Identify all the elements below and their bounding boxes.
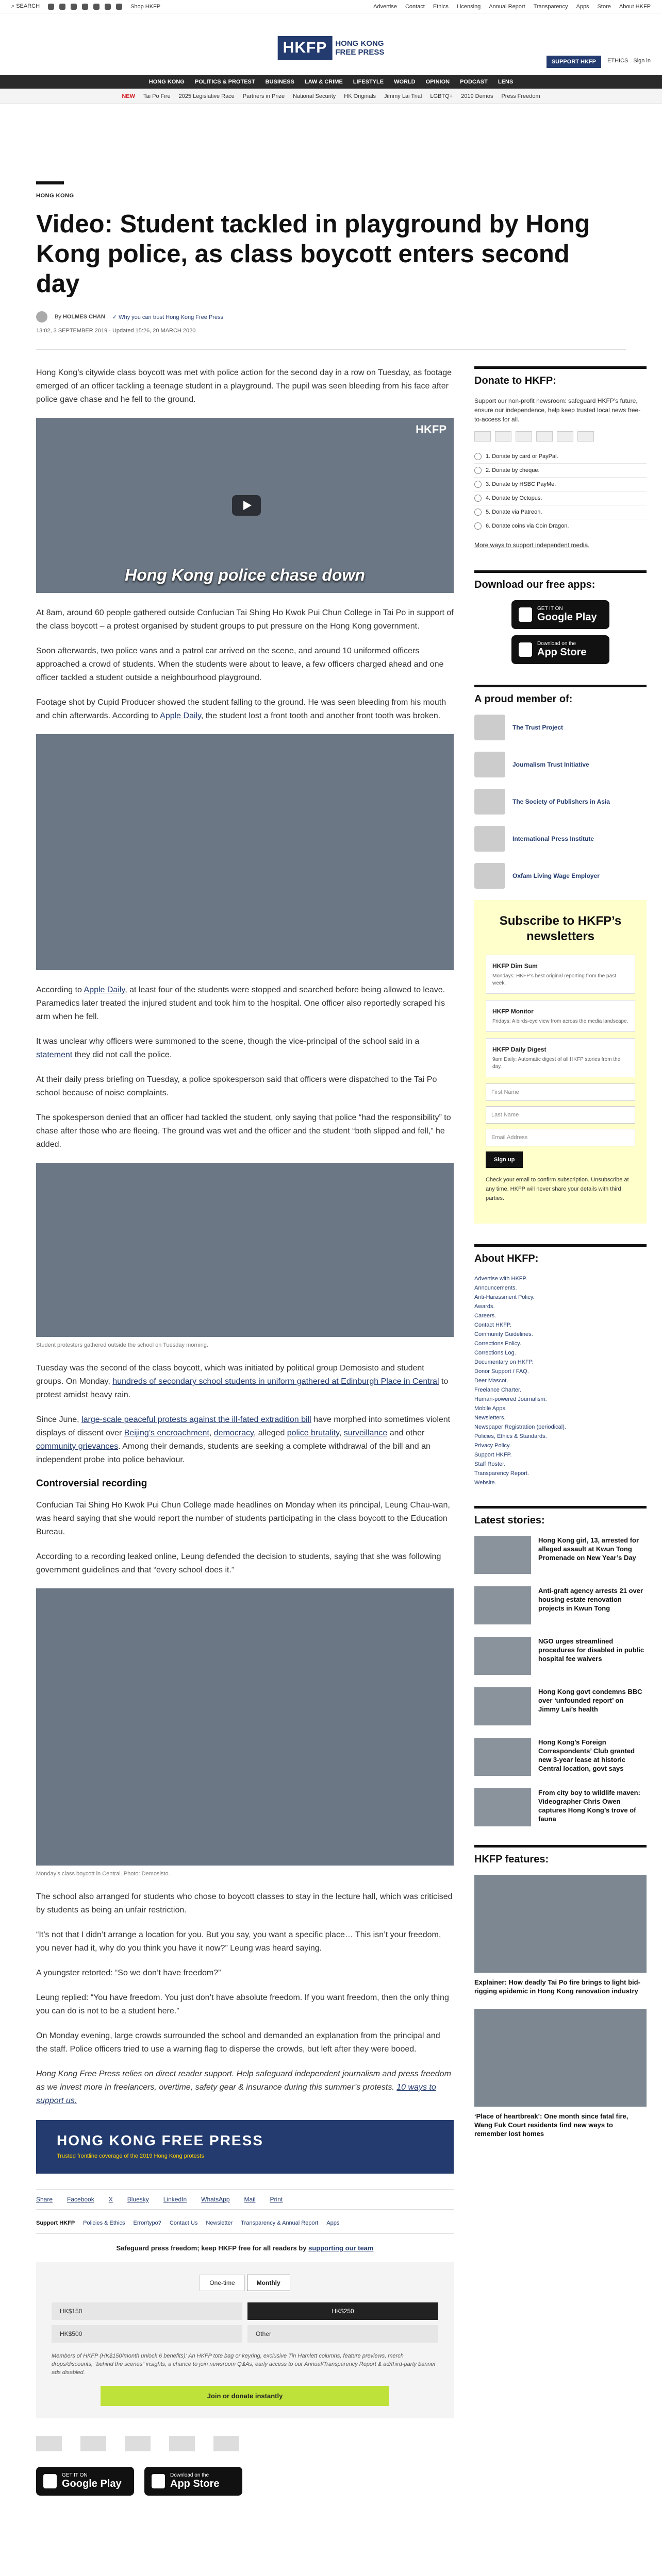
feature-image [474,2009,647,2107]
about-link[interactable]: Privacy Policy. [474,1443,511,1449]
photo-caption: Student protesters gathered outside the school on Tuesday morning. [36,1342,208,1348]
share-mail[interactable]: Mail [244,2196,256,2203]
member-org[interactable]: Oxfam Living Wage Employer [474,863,647,889]
new-badge: NEW [122,93,135,99]
topbar-link[interactable]: Apps [576,3,589,10]
about-link[interactable]: Donor Support / FAQ. [474,1368,529,1375]
sidebar-heading: Latest stories: [474,1506,647,1527]
instagram-icon[interactable] [71,4,77,10]
support-link[interactable]: Policies & Ethics [83,2220,125,2226]
subnav-item[interactable]: Tai Po Fire [143,93,171,99]
amount-option-selected[interactable]: HK$250 [247,2302,438,2320]
header-rule [36,181,64,184]
about-link[interactable]: Staff Roster. [474,1461,506,1467]
photo-figure [36,1163,454,1348]
newsletter-heading: Subscribe to HKFP’s newsletters [499,914,622,943]
masthead [0,13,662,75]
inline-link[interactable]: hundreds of secondary school students in uniform gathered at Edinburgh Place in Central [112,1377,439,1386]
sub-nav [0,89,662,104]
sidebar-heading: HKFP features: [474,1845,647,1866]
author-name[interactable]: HOLMES CHAN [62,314,105,320]
story-thumbnail [474,1637,531,1675]
sopa-logo [474,789,505,815]
paragraph: Since June, large-scale peaceful protests against the ill-fated extradition bill have morphed into sometimes violent displays of dissent over Beijing’s encroachment, democracy, alleged police brutality, surveillance and other community grievances. Among their demands, students are seeking a complete withdrawal of the bill and an independent probe into police behaviour. [36,1415,451,1464]
apple-daily-link[interactable]: Apple Daily [84,986,125,994]
ipi-logo [474,826,505,852]
about-link[interactable]: Community Guidelines. [474,1331,533,1337]
story-thumbnail [474,1788,531,1826]
octopus-icon [577,431,594,442]
nav-item[interactable]: HONG KONG [148,79,185,85]
paragraph: According to a recording leaked online, Leung defended the decision to students, saying that she was following government guidelines and that “every school does it.” [36,1552,441,1574]
story-item[interactable]: From city boy to wildlife maven: Videographer Chris Owen captures Hong Kong’s trove of fauna [474,1788,647,1826]
one-time-option[interactable]: One-time [200,2275,244,2291]
paragraph: Soon afterwards, two police vans and a patrol car arrived on the scene, and around 10 uniformed officers approached a crowd of students. When the students were about to leave, a few officers charged ahead and one officer tackled a student outside a neighbourhood playground. [36,647,444,682]
paragraph: The school also arranged for students who chose to boycott classes to stay in the lecture hall, which was criticised by students as being an unfair restriction. [36,1892,453,1914]
story-item[interactable]: Hong Kong’s Foreign Correspondents’ Club granted new 3-year lease at historic Central location, govt says [474,1738,647,1776]
amex-icon [516,431,532,442]
about-link[interactable]: Anti-Harassment Policy. [474,1294,535,1300]
byline [36,311,662,323]
subnav-item[interactable]: Partners in Prize [242,93,285,99]
support-link[interactable]: Apps [326,2220,340,2226]
subnav-item[interactable]: Press Freedom [501,93,540,99]
paragraph: Footage shot by Cupid Producer showed the student falling to the ground. He was seen bleeding from his mouth and chin afterwards. According to Apple Daily, the student lost a front tooth and another front tooth was broken. [36,698,446,720]
paragraph: According to Apple Daily, at least four of the students were stopped and searched before being allowed to leave. Paramedics later treated the injured student and took him to the hospital. One officer also reportedly scraped his arm when he fell. [36,986,445,1021]
donate-description: Support our non-profit newsroom: safeguard HKFP’s future, ensure our independence, help keep trusted local news free-to-access for all. [474,397,641,423]
share-bar [36,2189,454,2210]
share-label[interactable]: Share [36,2196,53,2203]
supporting-team-link[interactable]: supporting our team [308,2244,374,2252]
byline-prefix: By [55,314,61,320]
feature-item[interactable]: ‘Place of heartbreak’: One month since fatal fire, Wang Fuk Court residents find new ways to remember lost homes [474,2009,647,2138]
about-link[interactable]: Announcements. [474,1285,517,1291]
radio-icon [474,509,482,516]
nav-item[interactable]: LAW & CRIME [304,79,343,85]
statement-link[interactable]: statement [36,1050,73,1059]
member-org[interactable]: The Society of Publishers in Asia [474,789,647,815]
member-org[interactable]: Journalism Trust Initiative [474,752,647,777]
topbar-link[interactable]: Annual Report [489,3,525,10]
paragraph: It was unclear why officers were summoned to the scene, though the vice-principal of the school said in a statement they did not call the police. [36,1037,420,1059]
facebook-icon[interactable] [48,4,54,10]
photo-figure [36,734,454,970]
about-links [474,1274,647,1487]
article-dates: 13:02, 3 SEPTEMBER 2019 · Updated 15:26, 20 MARCH 2020 [36,328,196,334]
support-links [36,2220,454,2234]
video-overlay-text: Hong Kong police chase down [125,566,365,584]
sidebar-heading: Download our free apps: [474,570,647,591]
inline-link[interactable]: police brutality [287,1429,339,1437]
trust-link[interactable]: ✓ Why you can trust Hong Kong Free Press [112,314,224,320]
story-item[interactable]: Hong Kong govt condemns BBC over ‘unfounded report’ on Jimmy Lai’s health [474,1687,647,1725]
topbar-link[interactable]: Licensing [456,3,481,10]
main-nav [0,75,662,89]
support-hkfp-button[interactable]: SUPPORT HKFP [547,56,601,68]
share-bluesky[interactable]: Bluesky [127,2196,149,2203]
donation-method[interactable]: 5. Donate via Patreon. [474,505,647,519]
donate-box [36,2262,454,2418]
support-link[interactable]: Contact Us [169,2220,198,2226]
trust-project-logo[interactable] [36,2436,62,2451]
paypal-icon [536,431,553,442]
sidebar-heading: About HKFP: [474,1244,647,1265]
students-photo [36,1163,454,1337]
payme-icon [557,431,573,442]
support-link[interactable]: Support HKFP [36,2220,75,2226]
radio-icon [474,481,482,488]
banner-subtitle: Trusted frontline coverage of the 2019 Hong Kong protests [57,2153,204,2159]
video-player[interactable] [36,418,454,593]
video-figure[interactable] [36,418,454,593]
topbar-link[interactable]: Contact [405,3,425,10]
trust-project-logo [474,715,505,740]
join-donate-button[interactable]: Join or donate instantly [101,2386,389,2406]
story-thumbnail [474,1738,531,1776]
story-item[interactable]: Hong Kong girl, 13, arrested for alleged assault at Kwun Tong Promenade on New Year’s Day [474,1536,647,1574]
about-link[interactable]: Freelance Charter. [474,1387,522,1393]
story-thumbnail [474,1536,531,1574]
about-link[interactable]: Contact HKFP. [474,1322,511,1328]
about-link[interactable]: Corrections Log. [474,1350,516,1356]
sign-in-link[interactable]: Sign in [633,58,651,64]
latest-stories [474,1536,647,1826]
support-us-link[interactable]: 10 ways to support us. [36,2083,436,2105]
nav-item[interactable]: OPINION [425,79,450,85]
search-link[interactable]: ⌕ SEARCH [11,3,40,9]
site-logo[interactable] [278,36,385,60]
video-watermark: HKFP [416,423,446,436]
article-headline: Video: Student tackled in playground by Hong Kong police, as class boycott enters second day [36,210,590,298]
hkfp-banner[interactable] [36,2120,454,2174]
amount-option[interactable]: HK$150 [52,2302,242,2320]
donation-method[interactable]: 2. Donate by cheque. [474,464,647,478]
app-badges [36,2467,454,2496]
nav-item[interactable]: POLITICS & PROTEST [194,79,255,85]
sopa-logo[interactable] [125,2436,151,2451]
newsletter-option[interactable]: HKFP Dim Sum Mondays: HKFP’s best original reporting from the past week. [486,955,635,994]
app-store-badge[interactable]: Download on the App Store [144,2467,242,2496]
author-avatar [36,311,47,323]
partner-logos [36,2436,454,2451]
subnav-item[interactable]: LGBTQ+ [430,93,453,99]
radio-icon [474,522,482,530]
donation-methods [474,450,647,533]
inline-link[interactable]: democracy [213,1429,254,1437]
google-play-badge[interactable]: GET IT ON Google Play [511,600,609,629]
app-store-badge[interactable]: Download on the App Store [511,635,609,664]
paragraph: Confucian Tai Shing Ho Kwok Pui Chun College made headlines on Monday when its principal, Leung Chau-wan, was heard saying that she would report the number of students participating in the class boycott to the Education Bureau. [36,1501,450,1536]
oxfam-logo[interactable] [213,2436,239,2451]
top-utility-bar [0,0,662,13]
social-icons [48,4,122,10]
first-name-input[interactable]: First Name [486,1083,635,1101]
donation-method[interactable]: 6. Donate coins via Coin Dragon. [474,519,647,533]
nav-item[interactable]: WORLD [394,79,416,85]
threads-icon[interactable] [82,4,88,10]
nav-item[interactable]: LIFESTYLE [353,79,384,85]
member-org[interactable]: The Trust Project [474,715,647,740]
paragraph: Tuesday was the second of the class boycott, which was initiated by political group Demosisto and student groups. On Monday, hundreds of secondary school students in uniform gathered at Edinburgh Place in Central to protest amidst heavy rain. [36,1364,449,1399]
about-link[interactable]: Corrections Policy. [474,1341,521,1347]
story-item[interactable]: Anti-graft agency arrests 21 over housing estate renovation projects in Kwun Tong [474,1586,647,1624]
photo-caption: Monday’s class boycott in Central. Photo: Demosisto. [36,1871,170,1877]
newsletter-option[interactable]: HKFP Monitor Fridays: A birds-eye view from across the media landscape. [486,1000,635,1032]
support-paragraph: Hong Kong Free Press relies on direct reader support. Help safeguard independent journalism and press freedom as we invest more in freelancers, overtime, safety gear & insurance during this summer’s protests. 10 ways to support us. [36,2070,451,2105]
sidebar [474,366,647,2496]
inline-link[interactable]: large-scale peaceful protests against the ill-fated extradition bill [81,1415,311,1424]
about-link[interactable]: Careers. [474,1313,496,1319]
share-whatsapp[interactable]: WhatsApp [201,2196,230,2203]
visa-icon [474,431,491,442]
sidebar-heading: A proud member of: [474,685,647,705]
inline-link[interactable]: Beijing’s encroachment [124,1429,209,1437]
divider [36,349,626,350]
share-linkedin[interactable]: LinkedIn [163,2196,187,2203]
donation-method[interactable]: 4. Donate by Octopus. [474,492,647,505]
ethics-link[interactable]: ETHICS [607,58,628,64]
jti-logo[interactable] [80,2436,106,2451]
about-link[interactable]: Advertise with HKFP. [474,1276,527,1282]
paragraph: A youngster retorted: “So we don’t have freedom?” [36,1969,221,1977]
story-thumbnail [474,1687,531,1725]
article-header [0,104,662,334]
oxfam-logo [474,863,505,889]
about-link[interactable]: Mobile Apps. [474,1405,507,1412]
about-link[interactable]: Support HKFP. [474,1452,512,1458]
police-photo [36,734,454,970]
email-input[interactable]: Email Address [486,1129,635,1146]
story-item[interactable]: NGO urges streamlined procedures for disabled in public hospital fee waivers [474,1637,647,1675]
share-print[interactable]: Print [270,2196,283,2203]
about-link[interactable]: Newspaper Registration (periodical). [474,1424,566,1430]
amount-options [52,2302,438,2343]
boycott-photo [36,1588,454,1866]
support-link[interactable]: Newsletter [206,2220,233,2226]
mail-icon[interactable] [116,4,122,10]
mastercard-icon [495,431,511,442]
subnav-item[interactable]: Jimmy Lai Trial [384,93,422,99]
amount-option[interactable]: HK$500 [52,2325,242,2343]
photo-figure [36,1588,454,1877]
play-icon[interactable] [232,495,261,516]
subnav-item[interactable]: 2019 Demos [461,93,493,99]
banner-title: HONG KONG FREE PRESS [57,2132,263,2148]
topbar-link[interactable]: Ethics [433,3,449,10]
more-ways-link[interactable]: More ways to support independent media. [474,541,590,549]
nav-item[interactable]: PODCAST [460,79,488,85]
support-link[interactable]: Error/typo? [133,2220,161,2226]
topbar-link[interactable]: Transparency [533,3,568,10]
shop-link[interactable]: Shop HKFP [130,3,161,10]
about-link[interactable]: Transparency Report. [474,1470,529,1477]
paragraph: At 8am, around 60 people gathered outside Confucian Tai Shing Ho Kwok Pui Chun College in Tai Po in support of the class boycott – a protest organised by student groups to put pressure on the Hong Kong government. [36,608,454,631]
logo-line2: FREE PRESS [335,48,385,57]
inline-link[interactable]: surveillance [343,1429,388,1437]
about-link[interactable]: Newsletters. [474,1415,506,1421]
about-link[interactable]: Policies, Ethics & Standards. [474,1433,547,1439]
topbar-link[interactable]: Advertise [373,3,397,10]
subnav-item[interactable]: 2025 Legislative Race [178,93,235,99]
member-logos [474,715,647,889]
youtube-icon[interactable] [105,4,111,10]
feature-item[interactable]: Explainer: How deadly Tai Po fire brings to light bid-rigging epidemic in Hong Kong renovation industry [474,1875,647,1995]
last-name-input[interactable]: Last Name [486,1106,635,1124]
section-heading: Controversial recording [36,1478,147,1489]
about-link[interactable]: Awards. [474,1303,495,1310]
feature-image [474,1875,647,1973]
membership-note: Members of HKFP (HK$150/month unlock 6 benefits): An HKFP tote bag or keyring, exclusive Tin Hamlett columns, feature previews, merch drops/discounts, “behind the scenes” insights, a chance to join newsroom Q&As, early access to our Annual/Transparency Report & ad/third-party banner ads disabled. [52,2353,436,2376]
nav-item[interactable]: LENS [498,79,514,85]
payment-icons [474,431,647,442]
google-play-badge[interactable]: GET IT ON Google Play [36,2467,134,2496]
frequency-toggle [52,2275,438,2291]
support-link[interactable]: Transparency & Annual Report [241,2220,319,2226]
about-link[interactable]: Website. [474,1480,496,1486]
topbar-link[interactable]: About HKFP [619,3,651,10]
radio-icon [474,467,482,474]
share-x[interactable]: X [108,2196,113,2203]
newsletter-option[interactable]: HKFP Daily Digest 9am Daily: Automatic digest of all HKFP stories from the day. [486,1038,635,1077]
about-link[interactable]: Documentary on HKFP. [474,1359,534,1365]
donation-method[interactable]: 3. Donate by HSBC PayMe. [474,478,647,492]
bluesky-icon[interactable] [93,4,100,10]
paragraph: “It’s not that I didn’t arrange a location for you. But you say, you want a specific place… This isn’t your freedom, you never had it, why do you think you have it now?” Leung was heard saying. [36,1930,441,1953]
x-icon[interactable] [59,4,65,10]
radio-icon [474,453,482,460]
logo-mark: HKFP [278,36,333,60]
paragraph: Leung replied: “You have freedom. You just don’t have absolute freedom. If you want freedom, then the only thing you can do is not to be a student here.” [36,1993,449,2015]
sidebar-heading: Donate to HKFP: [474,366,647,387]
donation-method[interactable]: 1. Donate by card or PayPal. [474,450,647,464]
paragraph: The spokesperson denied that an officer had tackled the student, only saying that police “had the responsibility” to chase after those who are fleeing. The ground was wet and the officer and the student “both slipped and fell,” he added. [36,1113,451,1149]
monthly-option[interactable]: Monthly [247,2275,290,2291]
share-facebook[interactable]: Facebook [67,2196,94,2203]
amount-option[interactable]: Other [247,2325,438,2343]
paragraph: On Monday evening, large crowds surrounded the school and demanded an explanation from the principal and the staff. Police officers tried to use a warning flag to disperse the crowds, but left after they were booed. [36,2031,440,2054]
about-link[interactable]: Human-powered Journalism. [474,1396,547,1402]
logo-line1: HONG KONG [335,39,384,48]
newsletter-box [474,900,647,1224]
nav-item[interactable]: BUSINESS [265,79,294,85]
newsletter-note: Check your email to confirm subscription. Unsubscribe at any time. HKFP will never share your details with third parties. [486,1177,629,1201]
about-link[interactable]: Deer Mascot. [474,1378,508,1384]
paragraph: At their daily press briefing on Tuesday, a police spokesperson said that officers were dispatched to the Tai Po school because of noise complaints. [36,1075,437,1097]
member-org[interactable]: International Press Institute [474,826,647,852]
jti-logo [474,752,505,777]
radio-icon [474,495,482,502]
story-thumbnail [474,1586,531,1624]
topbar-link[interactable]: Store [597,3,611,10]
sign-up-button[interactable]: Sign up [486,1151,523,1168]
article-category[interactable]: HONG KONG [36,193,74,199]
ipi-logo[interactable] [169,2436,195,2451]
subnav-item[interactable]: National Security [293,93,336,99]
subnav-item[interactable]: HK Originals [344,93,376,99]
safeguard-text: Safeguard press freedom; keep HKFP free for all readers by supporting our team [116,2244,374,2252]
apple-daily-link[interactable]: Apple Daily [160,711,201,720]
article-body [36,366,454,2496]
inline-link[interactable]: community grievances [36,1442,119,1451]
paragraph: Hong Kong’s citywide class boycott was met with police action for the second day in a row on Tuesday, as footage emerged of an officer tackling a teenage student in a playground. The pupil was seen bleeding from his face after police gave chase and he fell to the ground. [36,368,452,404]
